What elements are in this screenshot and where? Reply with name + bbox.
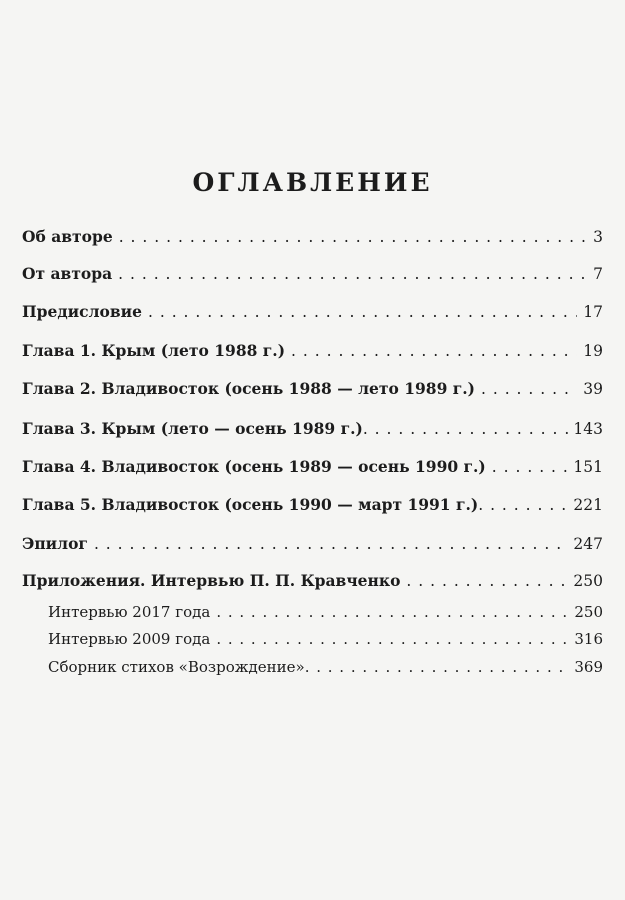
toc-entry-page: 250 xyxy=(574,603,603,621)
dot-leader xyxy=(478,495,570,515)
toc-entry-chapter-5[interactable] xyxy=(22,495,603,515)
dot-leader xyxy=(148,302,577,322)
dot-leader xyxy=(481,379,577,399)
toc-entry-page: 151 xyxy=(573,458,603,476)
toc-entry-label: Об авторе xyxy=(22,227,113,246)
toc-entry-from-author[interactable] xyxy=(22,264,603,284)
dot-leader xyxy=(291,341,577,361)
toc-entry-about-author[interactable] xyxy=(22,227,603,247)
toc-entry-page: 221 xyxy=(573,496,603,514)
toc-entry-label: От автора xyxy=(22,264,113,283)
toc-entry-label: Глава 2. Владивосток (осень 1988 — лето 1989 г.) xyxy=(22,379,475,398)
toc-entry-epilogue[interactable] xyxy=(22,534,603,554)
toc-entry-label: Эпилог xyxy=(22,534,88,553)
toc-entry-page: 316 xyxy=(574,630,603,648)
toc-entry-label: Глава 1. Крым (лето 1988 г.) xyxy=(22,341,286,360)
toc-entry-label: Интервью 2009 года xyxy=(48,630,211,648)
toc-entry-label: Интервью 2017 года xyxy=(48,603,211,621)
toc-entry-page: 247 xyxy=(573,535,603,553)
toc-subentry-interview-2009[interactable] xyxy=(48,629,603,649)
dot-leader xyxy=(406,571,567,591)
toc-entry-label: Сборник стихов «Возрождение» xyxy=(48,658,305,676)
dot-leader xyxy=(119,227,587,247)
toc-entry-label: Глава 4. Владивосток (осень 1989 — осень 1990 г.) xyxy=(22,457,486,476)
toc-entry-preface[interactable] xyxy=(22,302,603,322)
toc-entry-chapter-2[interactable] xyxy=(22,379,603,399)
dot-leader xyxy=(216,602,568,622)
toc-entry-page: 3 xyxy=(593,228,603,246)
toc-entry-chapter-4[interactable] xyxy=(22,457,603,477)
toc-subentry-interview-2017[interactable] xyxy=(48,602,603,622)
toc-entry-chapter-3[interactable] xyxy=(22,419,603,439)
toc-entry-label: Глава 5. Владивосток (осень 1990 — март 1991 г.) xyxy=(22,495,479,514)
toc-entry-label: Глава 3. Крым (лето — осень 1989 г.) xyxy=(22,419,363,438)
toc-entry-appendices[interactable] xyxy=(22,571,603,591)
toc-entry-page: 39 xyxy=(583,380,603,398)
dot-leader xyxy=(492,457,568,477)
dot-leader xyxy=(216,629,568,649)
toc-entry-page: 7 xyxy=(593,265,603,283)
toc-subentry-poems[interactable] xyxy=(48,657,603,677)
dot-leader xyxy=(363,419,571,439)
dot-leader xyxy=(94,534,567,554)
dot-leader xyxy=(305,657,572,677)
toc-entry-page: 143 xyxy=(573,420,603,438)
toc-entry-page: 17 xyxy=(583,303,603,321)
toc-entry-chapter-1[interactable] xyxy=(22,341,603,361)
toc-entry-page: 19 xyxy=(583,342,603,360)
dot-leader xyxy=(118,264,587,284)
toc-entry-label: Приложения. Интервью П. П. Кравченко xyxy=(22,571,401,590)
page-title: ОГЛАВЛЕНИЕ xyxy=(192,168,433,197)
toc-entry-page: 369 xyxy=(574,658,603,676)
toc-entry-label: Предисловие xyxy=(22,302,142,321)
toc-entry-page: 250 xyxy=(573,572,603,590)
